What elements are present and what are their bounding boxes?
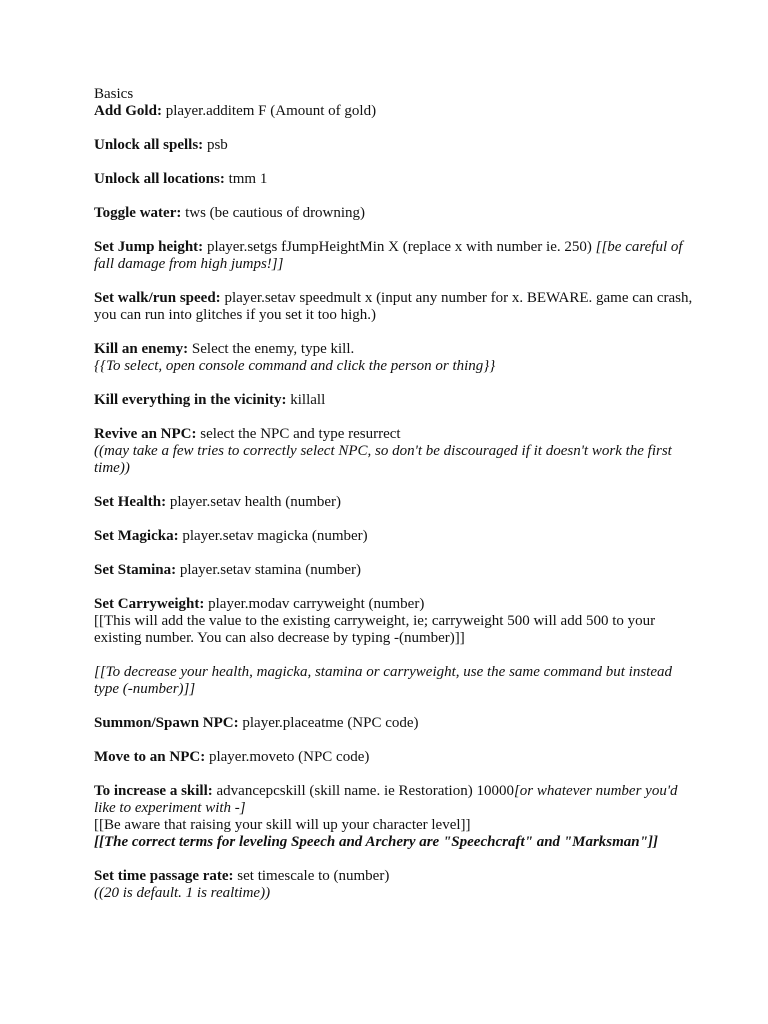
entry-bold-note: [[The correct terms for leveling Speech and Archery are "Speechcraft" and "Marksman"]] xyxy=(94,834,658,850)
entry-label: Move to an NPC: xyxy=(94,749,206,765)
entry-note: [or whatever number you'd like to experiment with -] xyxy=(94,783,678,816)
entry-summon-npc xyxy=(94,715,694,732)
entry-move-to-npc xyxy=(94,749,694,766)
entry-time-passage xyxy=(94,868,694,902)
entry-label: Unlock all spells: xyxy=(94,137,204,153)
entry-label: Revive an NPC: xyxy=(94,426,197,442)
entry-note: ((20 is default. 1 is realtime)) xyxy=(94,885,271,901)
entry-unlock-spells xyxy=(94,137,694,154)
document-page xyxy=(94,86,694,919)
entry-text: Select the enemy, type kill. xyxy=(188,341,355,357)
entry-increase-skill xyxy=(94,783,694,851)
entry-decrease-note xyxy=(94,664,694,698)
entry-toggle-water xyxy=(94,205,694,222)
entry-set-carryweight xyxy=(94,596,694,647)
entry-label: Set walk/run speed: xyxy=(94,290,221,306)
entry-text: player.setav stamina (number) xyxy=(176,562,362,578)
entry-set-stamina xyxy=(94,562,694,579)
entry-label: Kill an enemy: xyxy=(94,341,189,357)
entry-unlock-locations xyxy=(94,171,694,188)
entry-text: set timescale to (number) xyxy=(233,868,390,884)
entry-label: Set Jump height: xyxy=(94,239,204,255)
entry-text: player.setav speedmult x (input any number for x. BEWARE. game can crash, you can run into glitches if you set it too high.) xyxy=(94,290,693,323)
entry-text: player.setav health (number) xyxy=(166,494,342,510)
entry-label: Set Stamina: xyxy=(94,562,177,578)
entry-label: Unlock all locations: xyxy=(94,171,225,187)
entry-text: player.setgs fJumpHeightMin X (replace x with number ie. 250) xyxy=(203,239,596,255)
entry-kill-enemy xyxy=(94,341,694,375)
entry-label: Kill everything in the vicinity: xyxy=(94,392,287,408)
entry-text: tws (be cautious of drowning) xyxy=(181,205,366,221)
entry-label: Summon/Spawn NPC: xyxy=(94,715,239,731)
entry-label: Toggle water: xyxy=(94,205,182,221)
entry-text: player.setav magicka (number) xyxy=(178,528,368,544)
entry-text: advancepcskill (skill name. ie Restoration) 10000 xyxy=(212,783,514,799)
section-heading: Basics xyxy=(94,86,134,102)
entry-text: killall xyxy=(286,392,326,408)
entry-note: [[be careful of fall damage from high jumps!]] xyxy=(94,239,683,272)
entry-extra: [[This will add the value to the existing carryweight, ie; carryweight 500 will add 500 to your existing number. You can also decrease by typing -(number)]] xyxy=(94,613,656,646)
entry-label: Set time passage rate: xyxy=(94,868,234,884)
entry-text: player.modav carryweight (number) xyxy=(204,596,425,612)
entry-text: tmm 1 xyxy=(224,171,268,187)
entry-jump-height xyxy=(94,239,694,273)
entry-set-health xyxy=(94,494,694,511)
entry-text: player.placeatme (NPC code) xyxy=(238,715,419,731)
entry-label: Add Gold: xyxy=(94,103,162,119)
entry-text: player.additem F (Amount of gold) xyxy=(161,103,377,119)
entry-label: To increase a skill: xyxy=(94,783,213,799)
entry-label: Set Health: xyxy=(94,494,167,510)
entry-label: Set Magicka: xyxy=(94,528,179,544)
entry-revive-npc xyxy=(94,426,694,477)
entry-text: player.moveto (NPC code) xyxy=(205,749,370,765)
entry-note: {{To select, open console command and click the person or thing}} xyxy=(94,358,496,374)
entry-text: psb xyxy=(203,137,228,153)
entry-text: select the NPC and type resurrect xyxy=(196,426,401,442)
entry-note: ((may take a few tries to correctly select NPC, so don't be discouraged if it doesn't work the first time)) xyxy=(94,443,672,476)
entry-extra: [[Be aware that raising your skill will up your character level]] xyxy=(94,817,471,833)
entry-kill-all xyxy=(94,392,694,409)
entry-note: [[To decrease your health, magicka, stamina or carryweight, use the same command but instead type (-number)]] xyxy=(94,664,672,697)
entry-add-gold xyxy=(94,103,694,120)
entry-walk-run-speed xyxy=(94,290,694,324)
entry-label: Set Carryweight: xyxy=(94,596,205,612)
entry-set-magicka xyxy=(94,528,694,545)
